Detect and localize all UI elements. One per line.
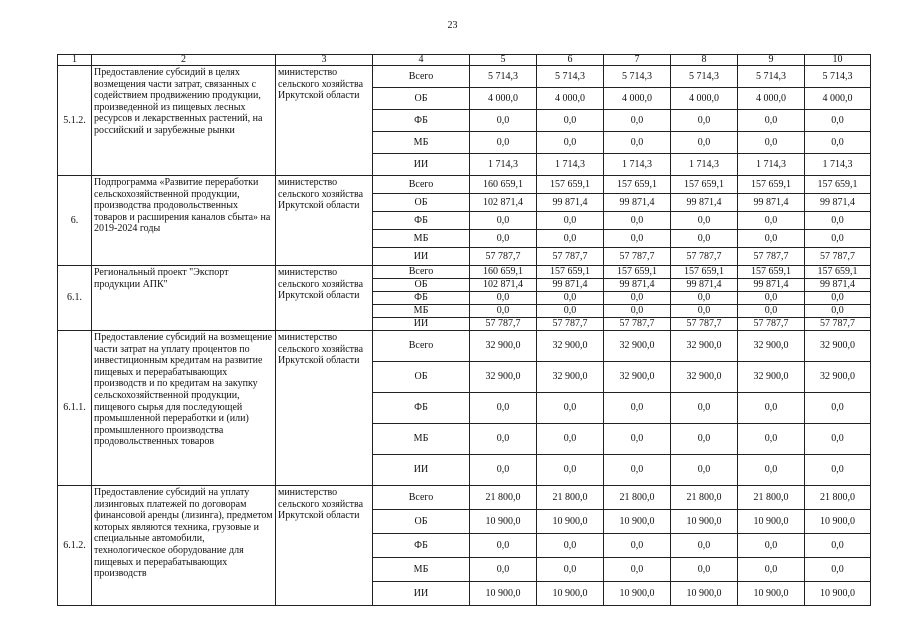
amount-cell: 57 787,7 — [805, 318, 871, 331]
amount-cell: 0,0 — [738, 110, 805, 132]
amount-cell: 0,0 — [470, 393, 537, 424]
amount-cell: 157 659,1 — [738, 176, 805, 194]
amount-cell: 99 871,4 — [537, 194, 604, 212]
amount-cell: 57 787,7 — [537, 248, 604, 266]
row-number: 5.1.2. — [58, 66, 92, 176]
amount-cell: 0,0 — [604, 455, 671, 486]
amount-cell: 99 871,4 — [604, 279, 671, 292]
amount-cell: 0,0 — [671, 393, 738, 424]
amount-cell: 0,0 — [604, 393, 671, 424]
amount-cell: 99 871,4 — [738, 279, 805, 292]
amount-cell: 0,0 — [738, 292, 805, 305]
amount-cell: 0,0 — [671, 534, 738, 558]
amount-cell: 10 900,0 — [537, 510, 604, 534]
column-header: 1 — [58, 55, 92, 66]
funding-source: МБ — [373, 230, 470, 248]
amount-cell: 0,0 — [470, 212, 537, 230]
amount-cell: 5 714,3 — [805, 66, 871, 88]
budget-table — [57, 54, 871, 606]
amount-cell: 0,0 — [604, 534, 671, 558]
amount-cell: 99 871,4 — [671, 194, 738, 212]
row-number: 6.1. — [58, 266, 92, 331]
amount-cell: 5 714,3 — [604, 66, 671, 88]
amount-cell: 99 871,4 — [537, 279, 604, 292]
amount-cell: 0,0 — [805, 212, 871, 230]
funding-source: ИИ — [373, 455, 470, 486]
amount-cell: 157 659,1 — [671, 266, 738, 279]
executor: министерство сельского хозяйства Иркутской области — [276, 266, 373, 331]
amount-cell: 157 659,1 — [671, 176, 738, 194]
amount-cell: 0,0 — [805, 424, 871, 455]
amount-cell: 0,0 — [671, 292, 738, 305]
amount-cell: 4 000,0 — [537, 88, 604, 110]
amount-cell: 32 900,0 — [738, 331, 805, 362]
amount-cell: 32 900,0 — [671, 362, 738, 393]
amount-cell: 0,0 — [671, 110, 738, 132]
amount-cell: 0,0 — [805, 305, 871, 318]
amount-cell: 32 900,0 — [671, 331, 738, 362]
amount-cell: 5 714,3 — [470, 66, 537, 88]
amount-cell: 0,0 — [470, 455, 537, 486]
amount-cell: 1 714,3 — [738, 154, 805, 176]
amount-cell: 57 787,7 — [604, 318, 671, 331]
amount-cell: 32 900,0 — [604, 362, 671, 393]
amount-cell: 0,0 — [470, 230, 537, 248]
funding-source: ФБ — [373, 212, 470, 230]
amount-cell: 0,0 — [604, 110, 671, 132]
amount-cell: 57 787,7 — [671, 318, 738, 331]
item-name: Региональный проект "Экспорт продукции АПК" — [92, 266, 276, 331]
funding-source: Всего — [373, 66, 470, 88]
amount-cell: 0,0 — [738, 230, 805, 248]
amount-cell: 57 787,7 — [738, 248, 805, 266]
amount-cell: 32 900,0 — [604, 331, 671, 362]
funding-source: ОБ — [373, 510, 470, 534]
funding-source: ИИ — [373, 248, 470, 266]
amount-cell: 99 871,4 — [671, 279, 738, 292]
amount-cell: 0,0 — [738, 212, 805, 230]
amount-cell: 1 714,3 — [537, 154, 604, 176]
amount-cell: 0,0 — [671, 132, 738, 154]
column-header: 3 — [276, 55, 373, 66]
amount-cell: 0,0 — [470, 292, 537, 305]
column-header: 4 — [373, 55, 470, 66]
amount-cell: 0,0 — [470, 558, 537, 582]
amount-cell: 0,0 — [537, 558, 604, 582]
funding-source: МБ — [373, 424, 470, 455]
amount-cell: 0,0 — [671, 424, 738, 455]
amount-cell: 10 900,0 — [738, 510, 805, 534]
amount-cell: 32 900,0 — [537, 331, 604, 362]
amount-cell: 0,0 — [671, 455, 738, 486]
amount-cell: 0,0 — [604, 424, 671, 455]
column-header: 2 — [92, 55, 276, 66]
amount-cell: 0,0 — [805, 230, 871, 248]
amount-cell: 0,0 — [537, 132, 604, 154]
amount-cell: 57 787,7 — [604, 248, 671, 266]
amount-cell: 0,0 — [537, 424, 604, 455]
amount-cell: 5 714,3 — [671, 66, 738, 88]
amount-cell: 57 787,7 — [470, 248, 537, 266]
row-number: 6. — [58, 176, 92, 266]
executor: министерство сельского хозяйства Иркутской области — [276, 176, 373, 266]
funding-source: ОБ — [373, 88, 470, 110]
amount-cell: 0,0 — [805, 110, 871, 132]
amount-cell: 0,0 — [470, 110, 537, 132]
amount-cell: 0,0 — [738, 558, 805, 582]
funding-source: МБ — [373, 558, 470, 582]
amount-cell: 102 871,4 — [470, 279, 537, 292]
amount-cell: 57 787,7 — [805, 248, 871, 266]
amount-cell: 0,0 — [738, 424, 805, 455]
column-header: 8 — [671, 55, 738, 66]
amount-cell: 32 900,0 — [805, 331, 871, 362]
amount-cell: 57 787,7 — [537, 318, 604, 331]
amount-cell: 0,0 — [470, 132, 537, 154]
amount-cell: 99 871,4 — [805, 194, 871, 212]
amount-cell: 5 714,3 — [537, 66, 604, 88]
amount-cell: 10 900,0 — [738, 582, 805, 606]
amount-cell: 99 871,4 — [738, 194, 805, 212]
amount-cell: 21 800,0 — [671, 486, 738, 510]
amount-cell: 157 659,1 — [805, 266, 871, 279]
amount-cell: 5 714,3 — [738, 66, 805, 88]
row-number: 6.1.2. — [58, 486, 92, 606]
amount-cell: 157 659,1 — [537, 266, 604, 279]
table-row — [58, 486, 871, 510]
amount-cell: 160 659,1 — [470, 266, 537, 279]
amount-cell: 0,0 — [805, 558, 871, 582]
amount-cell: 157 659,1 — [738, 266, 805, 279]
amount-cell: 157 659,1 — [604, 266, 671, 279]
amount-cell: 0,0 — [738, 393, 805, 424]
amount-cell: 0,0 — [805, 132, 871, 154]
amount-cell: 10 900,0 — [604, 582, 671, 606]
amount-cell: 0,0 — [470, 305, 537, 318]
amount-cell: 21 800,0 — [805, 486, 871, 510]
amount-cell: 0,0 — [604, 230, 671, 248]
funding-source: ФБ — [373, 292, 470, 305]
amount-cell: 21 800,0 — [738, 486, 805, 510]
funding-source: Всего — [373, 486, 470, 510]
amount-cell: 4 000,0 — [470, 88, 537, 110]
amount-cell: 21 800,0 — [537, 486, 604, 510]
funding-source: МБ — [373, 132, 470, 154]
header-row — [58, 55, 871, 66]
funding-source: Всего — [373, 266, 470, 279]
funding-source: ИИ — [373, 154, 470, 176]
amount-cell: 57 787,7 — [738, 318, 805, 331]
amount-cell: 1 714,3 — [604, 154, 671, 176]
amount-cell: 0,0 — [738, 455, 805, 486]
funding-source: Всего — [373, 176, 470, 194]
executor: министерство сельского хозяйства Иркутской области — [276, 331, 373, 486]
amount-cell: 0,0 — [537, 455, 604, 486]
amount-cell: 4 000,0 — [738, 88, 805, 110]
column-header: 7 — [604, 55, 671, 66]
amount-cell: 0,0 — [537, 305, 604, 318]
amount-cell: 0,0 — [671, 212, 738, 230]
amount-cell: 10 900,0 — [671, 582, 738, 606]
column-header: 5 — [470, 55, 537, 66]
funding-source: ИИ — [373, 582, 470, 606]
amount-cell: 57 787,7 — [470, 318, 537, 331]
item-name: Предоставление субсидий в целях возмещения части затрат, связанных с содействием продвижению продукции, произведенной из пищевых лесных ресурсов и лекарственных растений, на российский и зарубежные рынки — [92, 66, 276, 176]
table-row — [58, 66, 871, 88]
amount-cell: 160 659,1 — [470, 176, 537, 194]
item-name: Подпрограмма «Развитие переработки сельскохозяйственной продукции, производства продовольственных товаров и расширения каналов сбыта» на 2019-2024 годы — [92, 176, 276, 266]
amount-cell: 32 900,0 — [537, 362, 604, 393]
amount-cell: 1 714,3 — [671, 154, 738, 176]
amount-cell: 10 900,0 — [470, 510, 537, 534]
funding-source: ФБ — [373, 534, 470, 558]
amount-cell: 0,0 — [671, 230, 738, 248]
amount-cell: 0,0 — [738, 534, 805, 558]
amount-cell: 0,0 — [604, 558, 671, 582]
amount-cell: 157 659,1 — [537, 176, 604, 194]
amount-cell: 10 900,0 — [537, 582, 604, 606]
amount-cell: 0,0 — [738, 132, 805, 154]
row-number: 6.1.1. — [58, 331, 92, 486]
funding-source: ОБ — [373, 279, 470, 292]
amount-cell: 10 900,0 — [805, 582, 871, 606]
page-number: 23 — [447, 20, 458, 31]
amount-cell: 10 900,0 — [805, 510, 871, 534]
item-name: Предоставление субсидий на возмещение части затрат на уплату процентов по инвестиционным кредитам на развитие пищевых и перерабатывающих производств и по кредитам на закупку сельскохозяйственной продукции, пищевого сырья для последующей промышленной переработки и (или) промышленного производства продовольственных товаров — [92, 331, 276, 486]
column-header: 6 — [537, 55, 604, 66]
executor: министерство сельского хозяйства Иркутской области — [276, 66, 373, 176]
amount-cell: 32 900,0 — [470, 331, 537, 362]
amount-cell: 0,0 — [805, 534, 871, 558]
amount-cell: 57 787,7 — [671, 248, 738, 266]
amount-cell: 157 659,1 — [805, 176, 871, 194]
amount-cell: 0,0 — [537, 393, 604, 424]
item-name: Предоставление субсидий на уплату лизинговых платежей по договорам финансовой аренды (лизинга), предметом которых являются техника, грузовые и специальные автомобили, технологическое оборудование для пищевых и перерабатывающих производств — [92, 486, 276, 606]
amount-cell: 0,0 — [604, 305, 671, 318]
amount-cell: 0,0 — [805, 393, 871, 424]
amount-cell: 21 800,0 — [470, 486, 537, 510]
amount-cell: 10 900,0 — [470, 582, 537, 606]
amount-cell: 10 900,0 — [604, 510, 671, 534]
amount-cell: 0,0 — [470, 424, 537, 455]
table-row — [58, 176, 871, 194]
amount-cell: 10 900,0 — [671, 510, 738, 534]
table-row — [58, 266, 871, 279]
amount-cell: 0,0 — [537, 212, 604, 230]
amount-cell: 0,0 — [470, 534, 537, 558]
amount-cell: 0,0 — [537, 110, 604, 132]
funding-source: Всего — [373, 331, 470, 362]
column-header: 10 — [805, 55, 871, 66]
amount-cell: 0,0 — [604, 292, 671, 305]
funding-source: ОБ — [373, 362, 470, 393]
amount-cell: 157 659,1 — [604, 176, 671, 194]
amount-cell: 0,0 — [537, 230, 604, 248]
amount-cell: 0,0 — [604, 212, 671, 230]
amount-cell: 1 714,3 — [805, 154, 871, 176]
amount-cell: 0,0 — [537, 292, 604, 305]
funding-source: ОБ — [373, 194, 470, 212]
column-header: 9 — [738, 55, 805, 66]
amount-cell: 99 871,4 — [604, 194, 671, 212]
amount-cell: 4 000,0 — [604, 88, 671, 110]
amount-cell: 0,0 — [805, 292, 871, 305]
amount-cell: 102 871,4 — [470, 194, 537, 212]
table-row — [58, 331, 871, 362]
amount-cell: 0,0 — [738, 305, 805, 318]
funding-source: МБ — [373, 305, 470, 318]
amount-cell: 1 714,3 — [470, 154, 537, 176]
amount-cell: 0,0 — [604, 132, 671, 154]
amount-cell: 0,0 — [537, 534, 604, 558]
amount-cell: 32 900,0 — [805, 362, 871, 393]
amount-cell: 4 000,0 — [671, 88, 738, 110]
funding-source: ФБ — [373, 110, 470, 132]
amount-cell: 21 800,0 — [604, 486, 671, 510]
amount-cell: 99 871,4 — [805, 279, 871, 292]
amount-cell: 0,0 — [671, 558, 738, 582]
amount-cell: 4 000,0 — [805, 88, 871, 110]
amount-cell: 32 900,0 — [738, 362, 805, 393]
funding-source: ФБ — [373, 393, 470, 424]
amount-cell: 32 900,0 — [470, 362, 537, 393]
funding-source: ИИ — [373, 318, 470, 331]
executor: министерство сельского хозяйства Иркутской области — [276, 486, 373, 606]
amount-cell: 0,0 — [805, 455, 871, 486]
amount-cell: 0,0 — [671, 305, 738, 318]
